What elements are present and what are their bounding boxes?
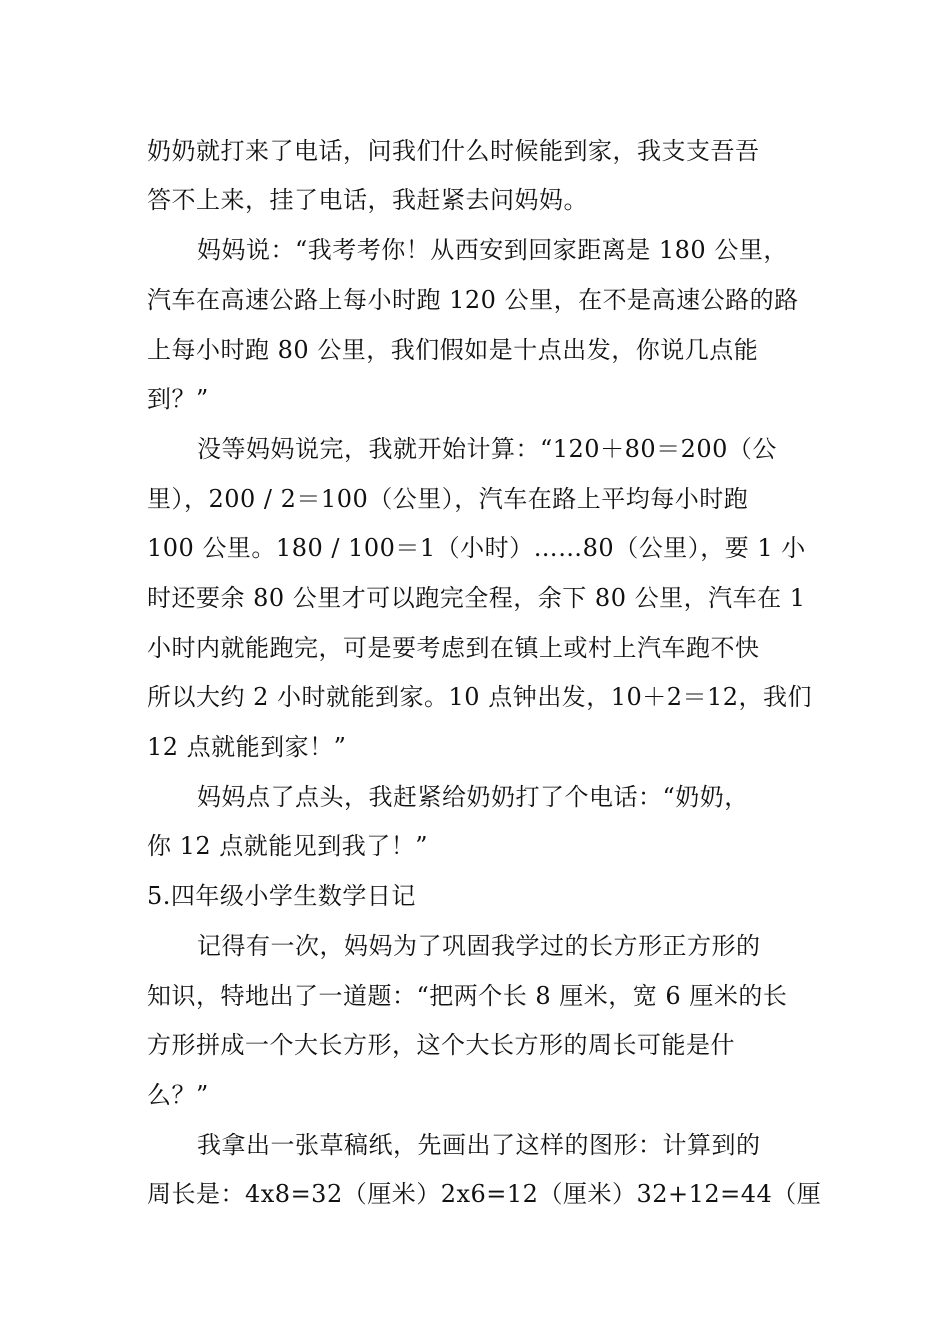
- text-line: 我拿出一张草稿纸，先画出了这样的图形：计算到的: [197, 1131, 761, 1159]
- text-line: 没等妈妈说完，我就开始计算：“120＋80＝200（公: [197, 435, 777, 463]
- text-line: 妈妈点了点头，我赶紧给奶奶打了个电话：“奶奶，: [197, 783, 749, 811]
- text-line: 小时内就能跑完，可是要考虑到在镇上或村上汽车跑不快: [147, 634, 760, 662]
- text-line: 知识，特地出了一道题：“把两个长 8 厘米，宽 6 厘米的长: [147, 982, 788, 1010]
- text-line: 你 12 点就能见到我了！”: [147, 832, 429, 860]
- text-line: 上每小时跑 80 公里，我们假如是十点出发，你说几点能: [147, 336, 759, 364]
- text-line: 周长是：4x8=32（厘米）2x6=12（厘米）32+12=44（厘: [147, 1180, 822, 1208]
- section-heading: 5.四年级小学生数学日记: [147, 882, 416, 910]
- text-line: 记得有一次，妈妈为了巩固我学过的长方形正方形的: [197, 932, 761, 960]
- text-line: 100 公里。180 / 100＝1（小时）……80（公里），要 1 小: [147, 534, 806, 562]
- text-line: 到？”: [147, 385, 209, 413]
- text-line: 里），200 / 2＝100（公里），汽车在路上平均每小时跑: [147, 485, 749, 513]
- text-line: 方形拼成一个大长方形，这个大长方形的周长可能是什: [147, 1031, 735, 1059]
- text-line: 奶奶就打来了电话，问我们什么时候能到家，我支支吾吾: [147, 137, 760, 165]
- text-line: 12 点就能到家！”: [147, 733, 347, 761]
- text-line: 所以大约 2 小时就能到家。10 点钟出发，10＋2＝12，我们: [147, 683, 813, 711]
- text-line: 汽车在高速公路上每小时跑 120 公里，在不是高速公路的路: [147, 286, 799, 314]
- text-line: 时还要余 80 公里才可以跑完全程，余下 80 公里，汽车在 1: [147, 584, 806, 612]
- text-line: 妈妈说：“我考考你！从西安到回家距离是 180 公里，: [197, 236, 788, 264]
- text-line: 答不上来，挂了电话，我赶紧去问妈妈。: [147, 186, 588, 214]
- text-line: 么？”: [147, 1081, 209, 1109]
